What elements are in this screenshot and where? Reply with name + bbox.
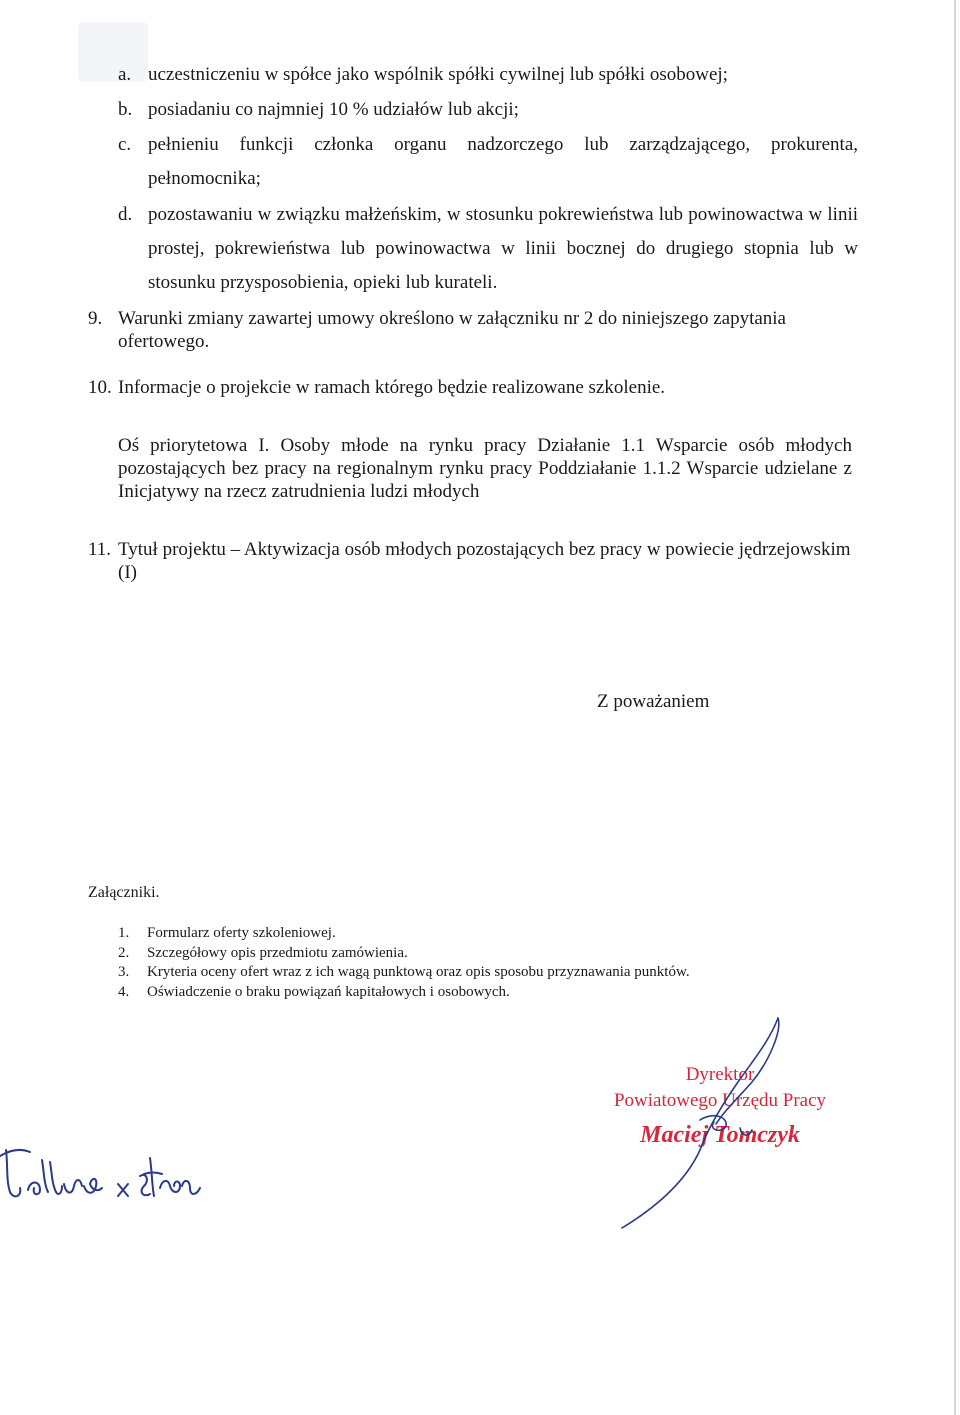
item-number: 11. xyxy=(88,539,112,560)
subitem-letter: d. xyxy=(118,204,133,225)
scan-edge xyxy=(954,0,956,1415)
subitem-c xyxy=(118,128,858,196)
subitem-text: pełnieniu funkcji członka organu nadzorczego lub zarządzającego, prokurenta, pełnomocnika; xyxy=(148,134,858,189)
subitem-d xyxy=(118,198,858,300)
list-text: Formularz oferty szkoleniowej. xyxy=(147,925,336,941)
subitem-a xyxy=(118,58,858,92)
list-text: Kryteria oceny ofert wraz z ich wagą punktową oraz opis sposobu przyznawania punktów. xyxy=(147,964,690,980)
subitem-letter: a. xyxy=(118,64,132,85)
subitem-text: uczestniczeniu w spółce jako wspólnik spółki cywilnej lub spółki osobowej; xyxy=(148,64,728,85)
list-text: Szczegółowy opis przedmiotu zamówienia. xyxy=(147,944,408,961)
subitem-text: posiadaniu co najmniej 10 % udziałów lub akcji; xyxy=(148,99,519,120)
item-text: Informacje o projekcie w ramach którego będzie realizowane szkolenie. xyxy=(118,377,666,398)
item-11 xyxy=(88,538,858,584)
attachments-label: Załączniki. xyxy=(88,884,160,901)
subitem-b xyxy=(118,93,858,127)
list-item xyxy=(118,983,818,1003)
item-text: Tytuł projektu – Aktywizacja osób młodych pozostających bez pracy w powiecie jędrzejowskim (I) xyxy=(118,539,851,583)
list-number: 4. xyxy=(118,983,130,1000)
item-10 xyxy=(88,376,858,399)
list-item xyxy=(118,963,818,983)
list-number: 2. xyxy=(118,944,130,961)
attachments-list xyxy=(118,924,818,1002)
stamp-office: Powiatowego Urzędu Pracy xyxy=(613,1090,827,1111)
stamp-title: Dyrektor xyxy=(685,1064,755,1085)
item-number: 9. xyxy=(88,308,103,329)
list-text: Oświadczenie o braku powiązań kapitałowych i osobowych. xyxy=(147,983,510,1000)
stamp-name: Maciej Tomczyk xyxy=(640,1122,800,1148)
list-item xyxy=(118,944,818,964)
list-number: 1. xyxy=(118,925,130,941)
bottom-left-signature xyxy=(0,1150,200,1196)
subitem-letter: c. xyxy=(118,134,132,155)
subitem-text: pozostawaniu w związku małżeńskim, w stosunku pokrewieństwa lub powinowactwa w linii prostej, pokrewieństwa lub powinowactwa w linii bocznej do drugiego stopnia lub w stosunku przysposobienia, opieki lub kurateli. xyxy=(148,204,858,293)
subitem-letter: b. xyxy=(118,99,133,120)
closing-salutation: Z poważaniem xyxy=(597,691,710,712)
director-stamp xyxy=(600,1062,840,1152)
item-number: 10. xyxy=(88,377,112,398)
list-item xyxy=(118,924,818,944)
item-text: Warunki zmiany zawartej umowy określono w załączniku nr 2 do niniejszego zapytania ofertowego. xyxy=(118,308,786,352)
item-9 xyxy=(88,307,858,353)
project-info-paragraph: Oś priorytetowa I. Osoby młode na rynku pracy Działanie 1.1 Wsparcie osób młodych pozostających bez pracy na regionalnym rynku pracy Poddziałanie 1.1.2 Wsparcie udzielane z Inicjatywy na rzecz zatrudnienia ludzi młodych xyxy=(118,435,852,502)
list-number: 3. xyxy=(118,964,130,980)
